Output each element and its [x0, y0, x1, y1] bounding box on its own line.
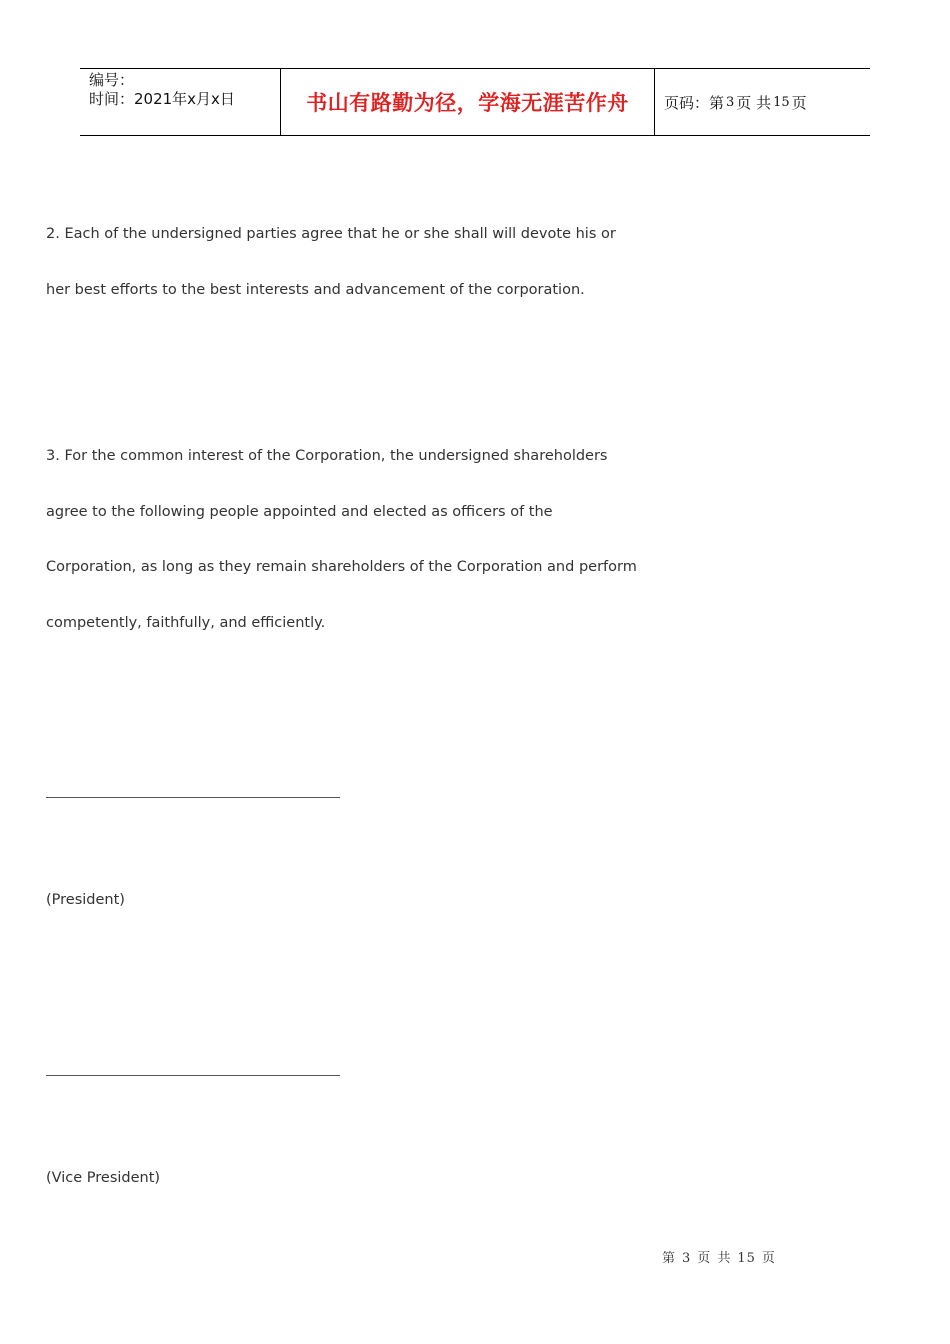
footer-word: 共: [717, 1251, 732, 1266]
header-meta: [80, 69, 281, 135]
page-header: [80, 68, 870, 136]
footer-word: 页: [761, 1251, 776, 1266]
clause-2-line: 2. Each of the undersigned parties agree that he or she shall will devote his or: [46, 226, 616, 242]
clause-2: [46, 207, 686, 318]
page-total: 15: [773, 94, 790, 110]
header-motto-cell: [281, 69, 655, 135]
clause-3: [46, 429, 686, 651]
header-motto: 书山有路勤为径，学海无涯苦作舟: [306, 90, 629, 115]
footer-current: 3: [682, 1251, 692, 1266]
vice-president-label: (Vice President): [46, 1170, 161, 1186]
page-current: 3: [726, 94, 735, 110]
header-page-number: [655, 69, 870, 135]
footer-word: 页: [697, 1251, 712, 1266]
page-footer: [662, 1247, 782, 1266]
signature-line-vice-president[interactable]: [46, 1075, 340, 1076]
clause-3-line: agree to the following people appointed and elected as officers of the: [46, 503, 553, 520]
signature-line-president[interactable]: [46, 797, 340, 798]
footer-word: 第: [662, 1251, 677, 1266]
clause-3-line: 3. For the common interest of the Corporation, the undersigned shareholders: [46, 448, 608, 464]
page-prefix: 页码：第: [664, 93, 725, 112]
clause-2-line: her best efforts to the best interests and advancement of the corporation.: [46, 281, 585, 298]
document-number-label: 编号：: [89, 71, 135, 89]
president-label: (President): [46, 892, 125, 908]
clause-3-line: Corporation, as long as they remain shareholders of the Corporation and perform: [46, 559, 637, 575]
footer-total: 15: [737, 1251, 756, 1266]
page-suffix: 页: [791, 93, 807, 112]
document-date: 时间：2021年x月x日: [89, 90, 235, 108]
page-mid: 页 共: [736, 93, 772, 112]
clause-3-line: competently, faithfully, and efficiently.: [46, 614, 326, 631]
